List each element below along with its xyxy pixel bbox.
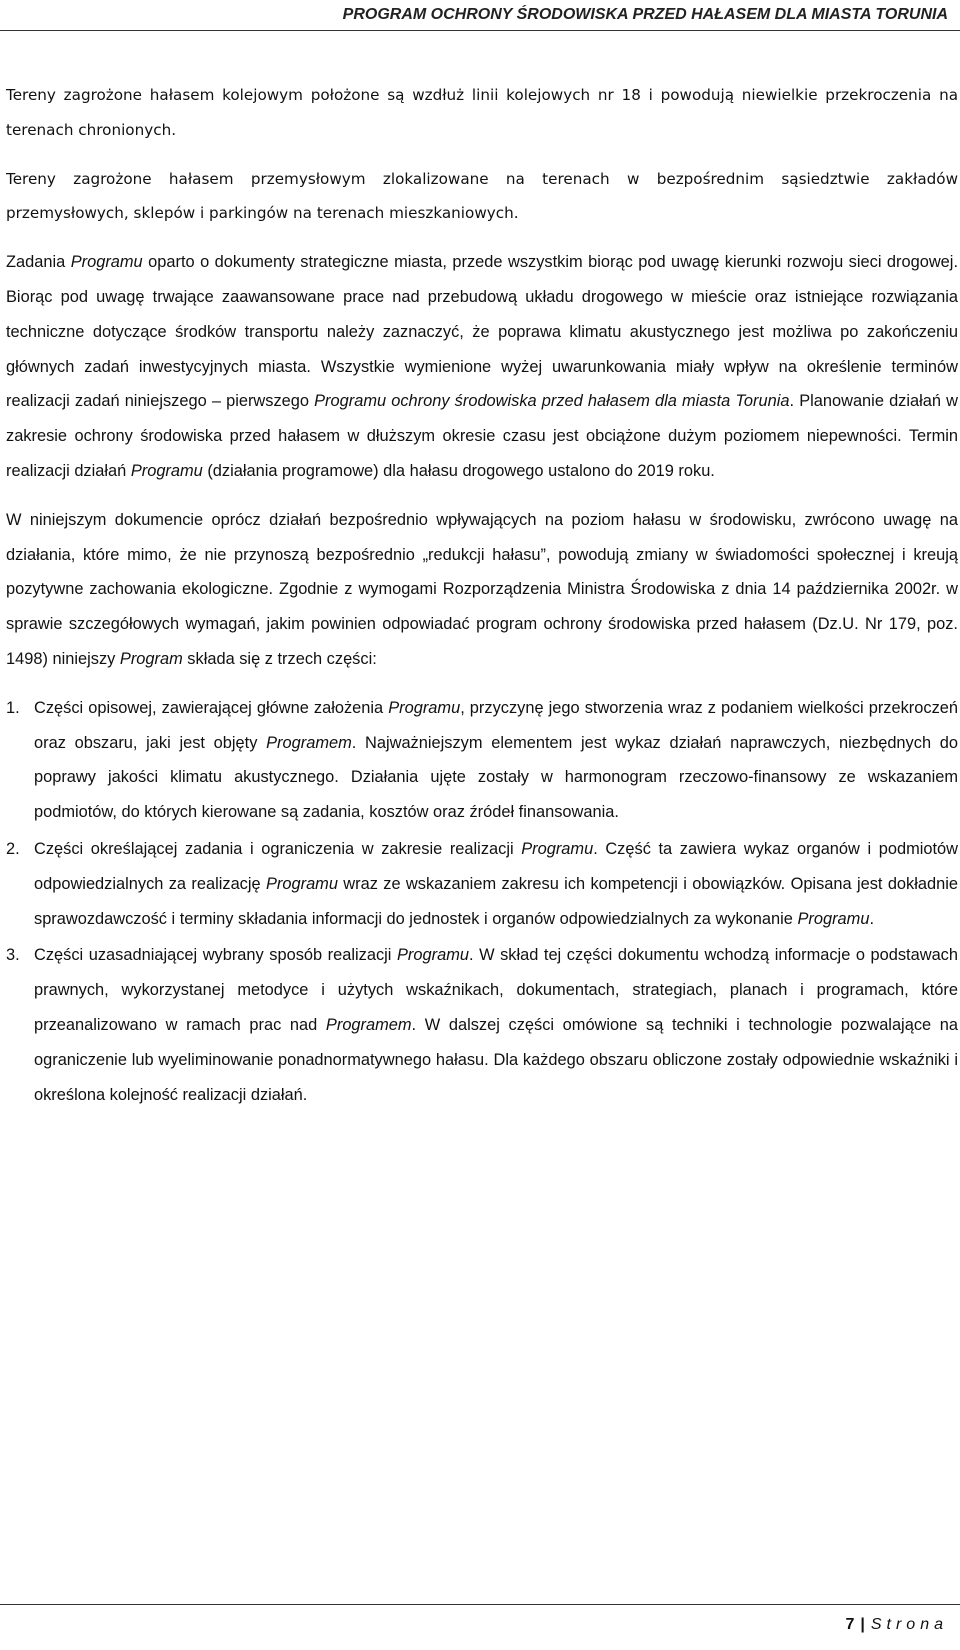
page-footer <box>845 1616 948 1634</box>
emphasis-run: Programu <box>388 698 461 717</box>
paragraph-railway-noise: Tereny zagrożone hałasem kolejowym położone są wzdłuż linii kolejowych nr 18 i powodują niewielkie przekroczenia na terenach chronionych. <box>6 86 958 139</box>
text-run: , przyczynę jego stworzenia wraz z podaniem wielkości przekroczeń oraz obszaru, jaki jest objęty <box>34 698 958 752</box>
emphasis-run: Programem <box>325 1015 412 1034</box>
parts-list <box>6 691 958 1113</box>
emphasis-run: Programu <box>70 253 143 272</box>
emphasis-run: Programu <box>130 461 203 480</box>
page-header <box>0 0 960 40</box>
header-divider <box>0 30 960 31</box>
emphasis-run: Programem <box>266 733 352 752</box>
document-body <box>6 78 958 1114</box>
text-run: Części uzasadniającej wybrany sposób realizacji <box>34 946 397 965</box>
emphasis-run: Programu <box>265 874 338 893</box>
text-run: . <box>869 909 874 928</box>
text-run: Części opisowej, zawierającej główne założenia <box>34 698 389 717</box>
list-item <box>6 832 958 936</box>
text-run: Części określającej zadania i ograniczenia w zakresie realizacji <box>34 839 522 858</box>
text-run: . Część ta zawiera wykaz organów i podmiotów odpowiedzialnych za realizację <box>34 839 958 893</box>
list-item <box>6 691 958 830</box>
text-run: oparto o dokumenty strategiczne miasta, przede wszystkim biorąc pod uwagę kierunki rozwoju sieci drogowej. Biorąc pod uwagę trwające zaawansowane prace nad przebudową układu drogowego w mieście oraz istniejące rozwiązania techniczne dotyczące środków transportu należy zaznaczyć, że poprawa klimatu akustycznego jest możliwa po zakończeniu głównych zadań inwestycyjnych miasta. Wszystkie wymienione wyżej uwarunkowania miały wpływ na określenie terminów realizacji zadań niniejszego – pierwszego <box>6 253 958 411</box>
text-run: Zadania <box>6 253 71 272</box>
text-run: . Planowanie działań w zakresie ochrony środowiska przed hałasem w dłuższym okresie czasu jest obciążone dużym poziomem niepewności. Termin realizacji działań <box>6 392 958 480</box>
text-run: W niniejszym dokumencie oprócz działań bezpośrednio wpływających na poziom hałasu w środowisku, zwrócono uwagę na działania, które mimo, że nie przynoszą bezpośrednio „redukcji hałasu”, powodują zmiany w świadomości społecznej i kreują pozytywne zachowania ekologiczne. Zgodnie z wymogami Rozporządzenia Ministra Środowiska z dnia 14 października 2002r. w sprawie szczegółowych wymagań, jakim powinien odpowiadać program ochrony środowiska przed hałasem (Dz.U. Nr 179, poz. 1498) niniejszy <box>6 510 958 668</box>
text-run: . W skład tej części dokumentu wchodzą informacje o podstawach prawnych, wykorzystanej metodyce i użytych wskaźnikach, dokumentach, strategiach, planach i programach, które przeanalizowano w ramach prac nad <box>34 946 958 1034</box>
text-run: wraz ze wskazaniem zakresu ich kompetencji i obowiązków. Opisana jest dokładnie sprawozdawczość i terminy składania informacji do jednostek i organów odpowiedzialnych za wykonanie <box>34 874 958 928</box>
emphasis-run: Programu ochrony środowiska przed hałasem dla miasta Torunia <box>314 392 790 411</box>
text-run: . W dalszej części omówione są techniki i technologie pozwalające na ograniczenie lub wyeliminowanie ponadnormatywnego hałasu. Dla każdego obszaru obliczone zostały odpowiednie wskaźniki i określona kolejność realizacji działań. <box>34 1015 958 1104</box>
text-run: (działania programowe) dla hałasu drogowego ustalono do 2019 roku. <box>202 461 715 480</box>
list-item <box>6 938 958 1112</box>
text-run: . Najważniejszym elementem jest wykaz działań naprawczych, niezbędnych do poprawy jakości klimatu akustycznego. Działania ujęte zostały w harmonogram rzeczowo-finansowy ze wskazaniem podmiotów, do których kierowane są zadania, kosztów oraz źródeł finansowania. <box>34 733 958 822</box>
text-run: składa się z trzech części: <box>182 649 377 668</box>
emphasis-run: Programu <box>797 909 870 928</box>
paragraph-industrial-noise: Tereny zagrożone hałasem przemysłowym zlokalizowane na terenach w bezpośrednim sąsiedztwie zakładów przemysłowych, sklepów i parkingów na terenach mieszkaniowych. <box>6 169 958 223</box>
list-number: 3. <box>6 946 20 965</box>
paragraph-document-structure <box>6 503 958 677</box>
emphasis-run: Programu <box>521 839 594 858</box>
list-number: 2. <box>6 839 20 858</box>
emphasis-run: Program <box>119 649 183 668</box>
footer-separator: | <box>860 1616 865 1633</box>
page-label: Strona <box>870 1616 948 1633</box>
emphasis-run: Programu <box>397 946 469 965</box>
page-number: 7 <box>845 1616 855 1633</box>
paragraph-program-tasks <box>6 245 958 489</box>
header-title: PROGRAM OCHRONY ŚRODOWISKA PRZED HAŁASEM DLA MIASTA TORUNIA <box>342 6 948 23</box>
footer-divider <box>0 1604 960 1605</box>
list-number: 1. <box>6 698 20 717</box>
